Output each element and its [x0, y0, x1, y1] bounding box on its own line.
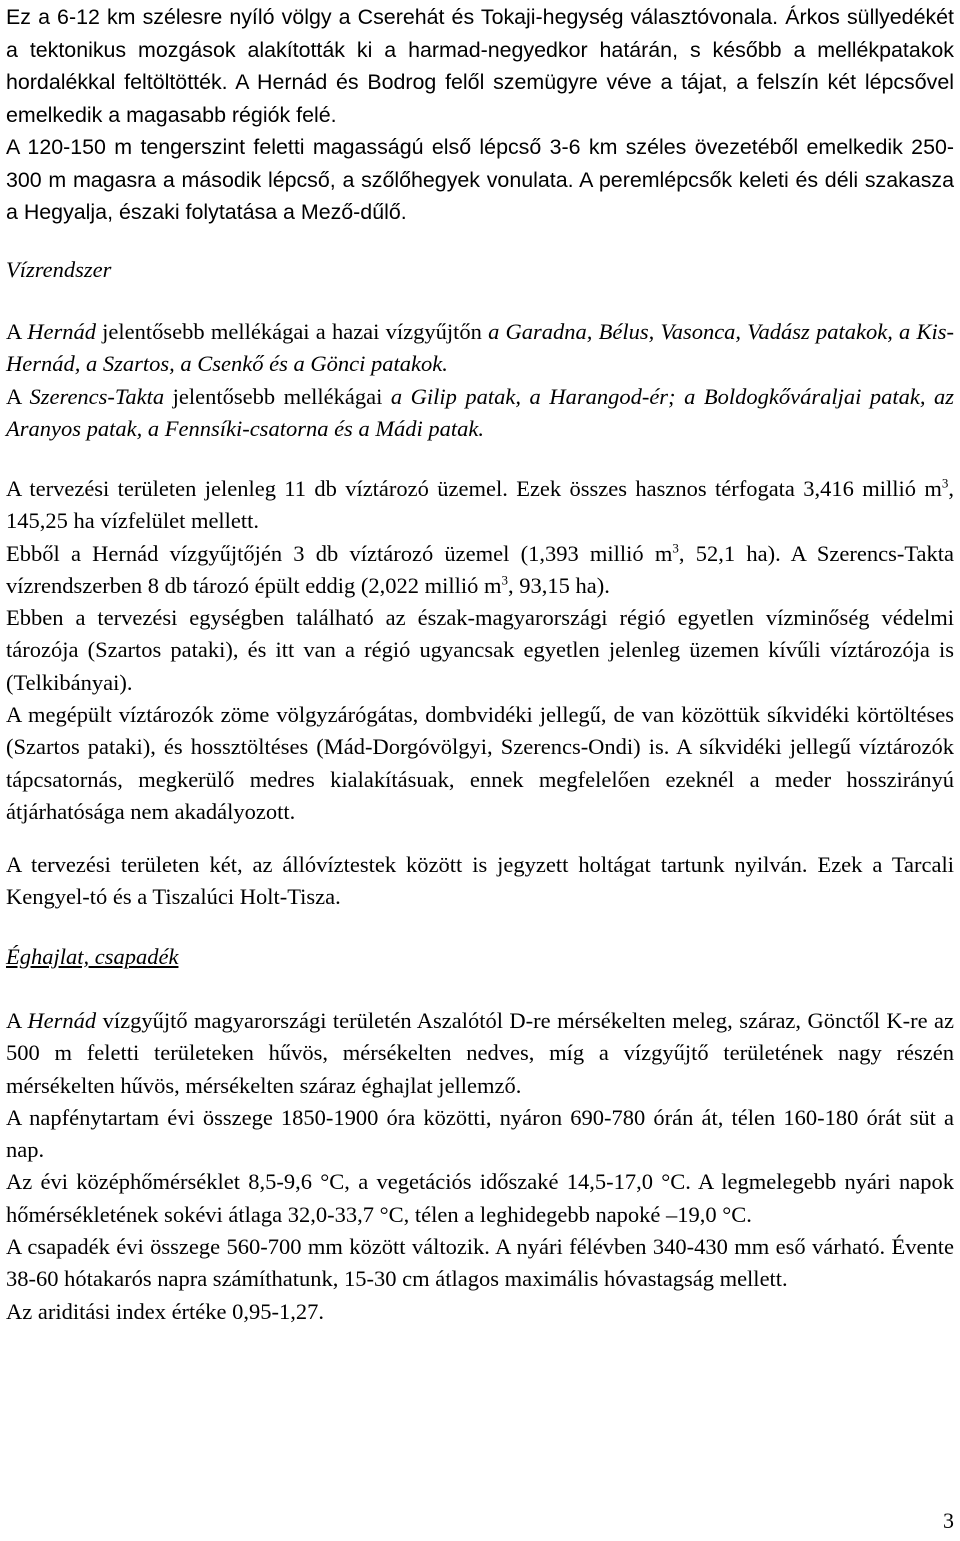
hernad-name-2: Hernád	[27, 1008, 97, 1033]
sunshine-paragraph: A napfénytartam évi összege 1850-1900 óra közötti, nyáron 690-780 órán át, télen 160-180 órát süt a nap.	[6, 1104, 954, 1163]
temperature-paragraph: Az évi középhőmérséklet 8,5-9,6 °C, a vegetációs időszaké 14,5-17,0 °C. A legmelegebb nyári napok hőmérsékletének sokévi átlaga 32,0-33,7 °C, télen a leghidegebb napoké –19,0 °C.	[6, 1169, 954, 1227]
eghajlat-section	[6, 1005, 954, 1328]
vizrendszer-tributaries	[6, 316, 954, 445]
szerencs-takta-tributary-list: a Gilip patak, a Harangod-ér; a Boldogkőváraljai patak, az Aranyos patak, a Fennsíki-csatorna és a Mádi patak.	[6, 383, 954, 441]
intro-section	[6, 1, 954, 229]
intro-paragraph-2: A 120-150 m tengerszint feletti magasságú első lépcső 3-6 km széles övezetéből emelkedik 250-300 m magasra a második lépcső, a szőlőhegyek vonulata. A peremlépcsők keleti és déli szakasza a Hegyalja, északi folytatása a Mező-dűlő.	[6, 135, 954, 224]
reservoir-total-paragraph: A tervezési területen jelenleg 11 db víztározó üzemel. Ezek összes hasznos térfogata 3,416 millió $m^3$, 145,25 ha vízfelület mellett.	[6, 475, 954, 534]
szerencs-takta-name: Szerencs-Takta	[29, 383, 165, 409]
vizrendszer-heading: Vízrendszer	[6, 257, 112, 282]
aridity-index-paragraph: Az ariditási index értéke 0,95-1,27.	[6, 1298, 325, 1324]
oxbow-lakes-paragraph: A tervezési területen két, az állóvíztestek között is jegyzett holtágat tartunk nyilván. Ezek a Tarcali Kengyel-tó és a Tiszalúci Holt-Tisza.	[6, 852, 954, 910]
reservoir-breakdown-paragraph: Ebből a Hernád vízgyűjtőjén 3 db víztározó üzemel (1,393 millió $m^3$, 52,1 ha). A Szerencs-Takta vízrendszerben 8 db tározó épült eddig (2,022 millió $m^3$, 93,15 ha).	[6, 540, 954, 598]
szerencs-takta-tributaries-paragraph: A Szerencs-Takta jelentősebb mellékágai a Gilip patak, a Harangod-ér; a Boldogkőváraljai patak, az Aranyos patak, a Fennsíki-csatorna és a Mádi patak.	[6, 383, 954, 441]
hernad-name: Hernád	[27, 319, 96, 344]
hernad-tributary-list: a Garadna, Bélus, Vasonca, Vadász patakok, a Kis-Hernád, a Szartos, a Csenkő és a Gönci patakok.	[6, 319, 955, 377]
intro-paragraph-1: Ez a 6-12 km szélesre nyíló völgy a Cserehát és Tokaji-hegység választóvonala. Árkos süllyedékét a tektonikus mozgások alakították ki a harmad-negyedkor határán, s később a mellékpatakok hordalékkal feltöltötték. A Hernád és Bodrog felől szemügyre véve a tájat, a felszín két lépcsővel emelkedik a magasabb régiók felé.	[6, 5, 954, 127]
oxbow-section	[6, 849, 954, 914]
precipitation-paragraph: A csapadék évi összege 560-700 mm között változik. A nyári félévben 340-430 mm eső várható. Évente 38-60 hótakarós napra számíthatunk, 15-30 cm átlagos maximális hóvastagság mellett.	[6, 1234, 954, 1292]
page-number: 3	[943, 1508, 954, 1533]
reservoir-types-paragraph: A megépült víztározók zöme völgyzárógátas, dombvidéki jellegű, de van közöttük síkvidéki körtöltéses (Szartos pataki), és hossztöltéses (Mád-Dorgóvölgyi, Szerencs-Ondi) is. A síkvidéki jellegű víztározók tápcsatornás, megkerülő medres kialakításuak, ennek megfelelően ezeknél a meder hosszirányú átjárhatósága nem akadályozott.	[6, 702, 954, 824]
eghajlat-heading: Éghajlat, csapadék	[6, 944, 179, 969]
water-quality-reservoir-paragraph: Ebben a tervezési egységben található az észak-magyarországi régió egyetlen vízminőség védelmi tározója (Szartos pataki), és itt van a régió ugyancsak egyetlen jelenleg üzemen kívűli víztározója is (Telkibányai).	[6, 605, 954, 695]
reservoir-section	[6, 473, 954, 828]
hernad-tributaries-paragraph: A Hernád jelentősebb mellékágai a hazai vízgyűjtőn a Garadna, Bélus, Vasonca, Vadász patakok, a Kis-Hernád, a Szartos, a Csenkő és a Gönci patakok.	[6, 319, 955, 377]
climate-zones-paragraph: A Hernád vízgyűjtő magyarországi területén Aszalótól D-re mérsékelten meleg, száraz, Gönctől K-re az 500 m feletti területeken hűvös, mérsékelten nedves, míg a vízgyűjtő területének nagy részén mérsékelten hűvös, mérsékelten száraz éghajlat jellemző.	[6, 1008, 954, 1098]
